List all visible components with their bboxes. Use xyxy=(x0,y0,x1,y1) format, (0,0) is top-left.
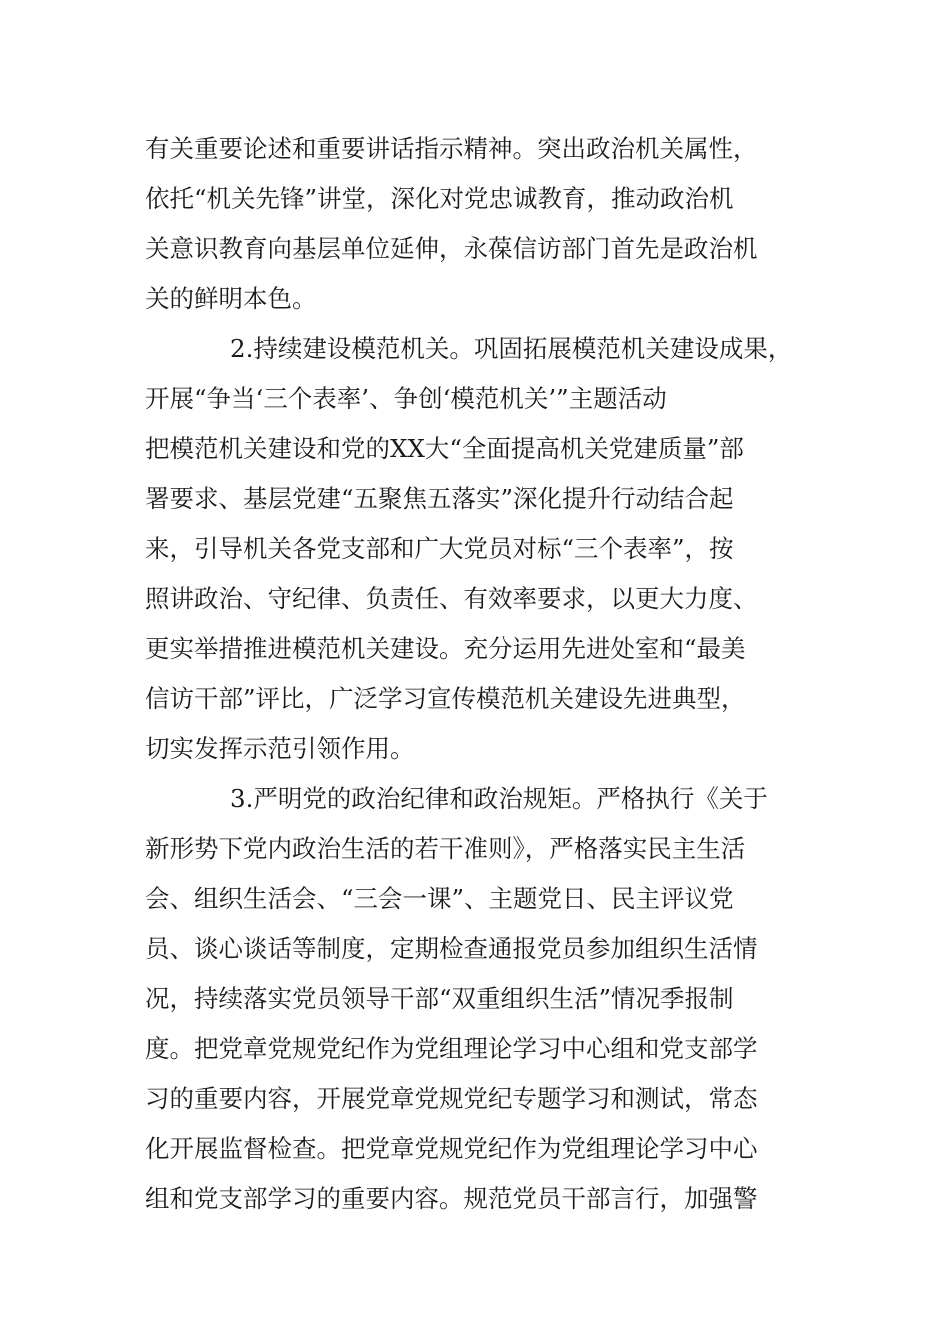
text-line-12: 信访干部”评比，广泛学习宣传模范机关建设先进典型， xyxy=(145,684,746,713)
text-line-1: 有关重要论述和重要讲话指示精神。突出政治机关属性， xyxy=(145,134,758,163)
text-line-2: 依托“机关先锋”讲堂，深化对党忠诚教育，推动政治机 xyxy=(145,184,734,213)
text-line-9: 来，引导机关各党支部和广大党员对标“三个表率”，按 xyxy=(145,534,734,563)
text-line-8: 署要求、基层党建“五聚焦五落实”深化提升行动结合起 xyxy=(145,484,734,513)
text-line-7: 把模范机关建设和党的XX大“全面提高机关党建质量”部 xyxy=(145,434,744,463)
text-line-16: 会、组织生活会、“三会一课”、主题党日、民主评议党 xyxy=(145,884,734,913)
text-line-6: 开展“争当‘三个表率’、争创‘模范机关’”主题活动 xyxy=(145,384,667,413)
text-line-21: 化开展监督检查。把党章党规党纪作为党组理论学习中心 xyxy=(145,1134,758,1163)
text-line-10: 照讲政治、守纪律、负责任、有效率要求，以更大力度、 xyxy=(145,584,758,613)
text-line-19: 度。把党章党规党纪作为党组理论学习中心组和党支部学 xyxy=(145,1034,758,1063)
text-line-17: 员、谈心谈话等制度，定期检查通报党员参加组织生活情 xyxy=(145,934,758,963)
text-line-22: 组和党支部学习的重要内容。规范党员干部言行，加强警 xyxy=(145,1184,758,1213)
text-line-15: 新形势下党内政治生活的若干准则》，严格落实民主生活 xyxy=(145,834,746,863)
section-3-heading-line: 3.严明党的政治纪律和政治规矩。严格执行《关于 xyxy=(230,784,768,813)
text-line-18: 况，持续落实党员领导干部“双重组织生活”情况季报制 xyxy=(145,984,734,1013)
section-2-heading-line: 2.持续建设模范机关。巩固拓展模范机关建设成果， xyxy=(230,334,793,363)
text-line-4: 关的鲜明本色。 xyxy=(145,284,317,313)
text-line-3: 关意识教育向基层单位延伸，永葆信访部门首先是政治机 xyxy=(145,234,758,263)
text-line-11: 更实举措推进模范机关建设。充分运用先进处室和“最美 xyxy=(145,634,746,663)
text-line-13: 切实发挥示范引领作用。 xyxy=(145,734,415,763)
text-line-20: 习的重要内容，开展党章党规党纪专题学习和测试，常态 xyxy=(145,1084,758,1113)
